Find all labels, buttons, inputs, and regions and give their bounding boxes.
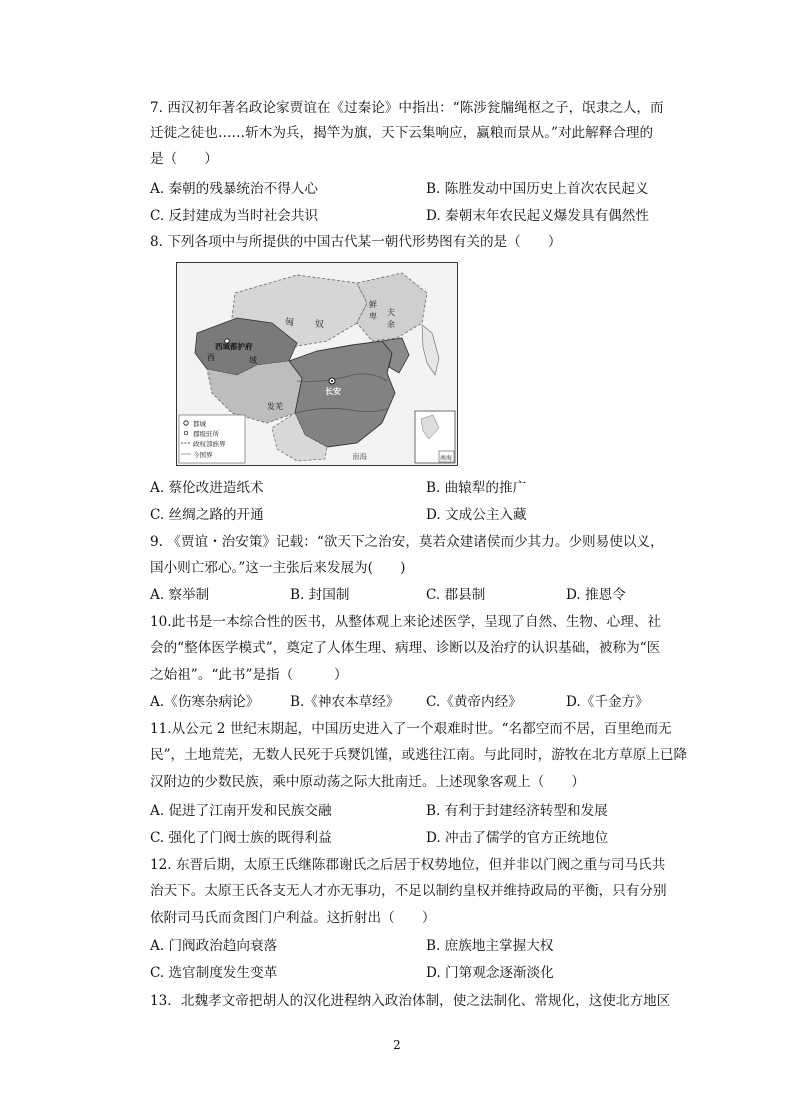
q10-stem-line-2: 会的“整体医学模式”，奠定了人体生理、病理、诊断以及治疗的认识基础，被称为“医 (150, 640, 661, 656)
legend-commandery-icon (184, 431, 188, 435)
q9-option-c: C. 郡县制 (426, 587, 486, 603)
q13-stem-line-1: 13．北魏孝文帝把胡人的汉化进程纳入政治体制，使之法制化、常规化，这使北方地区 (150, 993, 671, 1009)
q9-option-a: A. 察举制 (150, 587, 210, 603)
map-label-faqiang: 发羌 (267, 402, 283, 411)
han-dynasty-map (176, 262, 458, 466)
q7-option-d: D. 秦朝末年农民起义爆发具有偶然性 (426, 208, 649, 224)
q12-stem-line-2: 治天下。太原王氏各支无人才亦无事功，不足以制约皇权并维持政局的平衡，只有分别 (150, 883, 667, 899)
legend-capital-label: 都城 (193, 420, 206, 428)
q11-option-d: D. 冲击了儒学的官方正统地位 (426, 830, 609, 846)
q8-option-b: B. 曲辕犁的推广 (426, 480, 527, 496)
map-label-xianbei-2: 卑 (369, 312, 377, 321)
q7-option-a: A. 秦朝的残暴统治不得人心 (150, 181, 318, 197)
q7-stem-line-2: 迁徙之徒也……斩木为兵，揭竿为旗，天下云集响应，赢粮而景从。”对此解释合理的 (150, 125, 654, 141)
legend-capital-icon (184, 421, 188, 425)
q10-option-d: D.《千金方》 (566, 694, 649, 710)
q8-stem-line-1: 8. 下列各项中与所提供的中国古代某一朝代形势图有关的是（ ） (150, 234, 562, 250)
q12-option-a: A. 门阀政治趋向衰落 (150, 938, 278, 954)
q8-option-d: D. 文成公主入藏 (426, 507, 527, 523)
map-label-fuyu-1: 夫 (387, 308, 395, 317)
legend-modern-border-label: 今国界 (193, 451, 213, 459)
q9-option-d: D. 推恩令 (566, 587, 626, 603)
q11-stem-line-3: 汉附边的少数民族，乘中原动荡之际大批南迁。上述现象客观上（ ） (150, 774, 585, 790)
map-label-xiyu-1: 西 (207, 353, 215, 362)
q12-stem-line-1: 12. 东晋后期，太原王氏继陈郡谢氏之后居于权势地位，但并非以门阀之重与司马氏共 (150, 857, 666, 873)
q11-option-c: C. 强化了门阀士族的既得利益 (150, 830, 332, 846)
map-label-xiyu-duhufu: 西域都护府 (215, 342, 253, 351)
map-svg (177, 263, 457, 465)
q11-stem-line-1: 11.从公元 2 世纪末期起，中国历史进入了一个艰难时世。“名都空而不居，百里绝而无 (150, 721, 672, 737)
q8-option-c: C. 丝绸之路的开通 (150, 507, 264, 523)
q12-stem-line-3: 依附司马氏而贪图门户利益。这折射出（ ） (150, 910, 436, 926)
map-label-fuyu-2: 余 (387, 320, 395, 329)
q11-option-a: A. 促进了江南开发和民族交融 (150, 803, 332, 819)
map-label-changan: 长安 (325, 386, 341, 396)
q7-option-b: B. 陈胜发动中国历史上首次农民起义 (426, 181, 649, 197)
map-label-xiongnu-2: 奴 (315, 320, 325, 330)
map-label-xiongnu-1: 匈 (285, 318, 295, 328)
q7-stem-line-1: 7. 西汉初年著名政论家贾谊在《过秦论》中指出：“陈涉瓮牖绳枢之子，氓隶之人，而 (150, 100, 664, 116)
q7-option-c: C. 反封建成为当时社会共识 (150, 208, 319, 224)
q8-option-a: A. 蔡伦改进造纸术 (150, 480, 264, 496)
capital-marker-dot (331, 380, 333, 382)
map-label-nanhai: 南海 (352, 452, 367, 461)
q12-option-b: B. 庶族地主掌握大权 (426, 938, 554, 954)
q10-option-a: A.《伤寒杂病论》 (150, 694, 260, 710)
q12-option-d: D. 门第观念逐渐淡化 (426, 965, 554, 981)
q11-stem-line-2: 民”，土地荒芜，无数人民死于兵燹饥馑，或逃往江南。与此同时，游牧在北方草原上已降 (150, 747, 688, 763)
map-label-xianbei-1: 鲜 (369, 300, 377, 309)
q9-option-b: B. 封国制 (290, 587, 350, 603)
legend-commandery-label: 郡级驻所 (193, 430, 219, 438)
q10-option-b: B.《神农本草经》 (290, 694, 400, 710)
page-number: 2 (393, 1038, 401, 1052)
q10-option-c: C.《黄帝内经》 (426, 694, 522, 710)
q9-stem-line-2: 国小则亡邪心。”这一主张后来发展为( ) (150, 560, 406, 576)
q10-stem-line-1: 10.此书是一本综合性的医书，从整体观上来论述医学，呈现了自然、生物、心理、社 (150, 614, 661, 630)
inset-caption: 南海 (440, 455, 453, 462)
q12-option-c: C. 选官制度发生变革 (150, 965, 278, 981)
legend-border-label: 政权部族界 (193, 440, 226, 448)
q7-stem-line-3: 是（ ） (150, 151, 218, 167)
q11-option-b: B. 有利于封建经济转型和发展 (426, 803, 608, 819)
map-label-xiyu-2: 域 (249, 356, 257, 365)
q10-stem-line-3: 之始祖”。“此书”是指（ ） (150, 667, 348, 683)
q9-stem-line-1: 9. 《贾谊・治安策》记载：“欲天下之治安，莫若众建诸侯而少其力。少则易使以义， (150, 534, 664, 550)
